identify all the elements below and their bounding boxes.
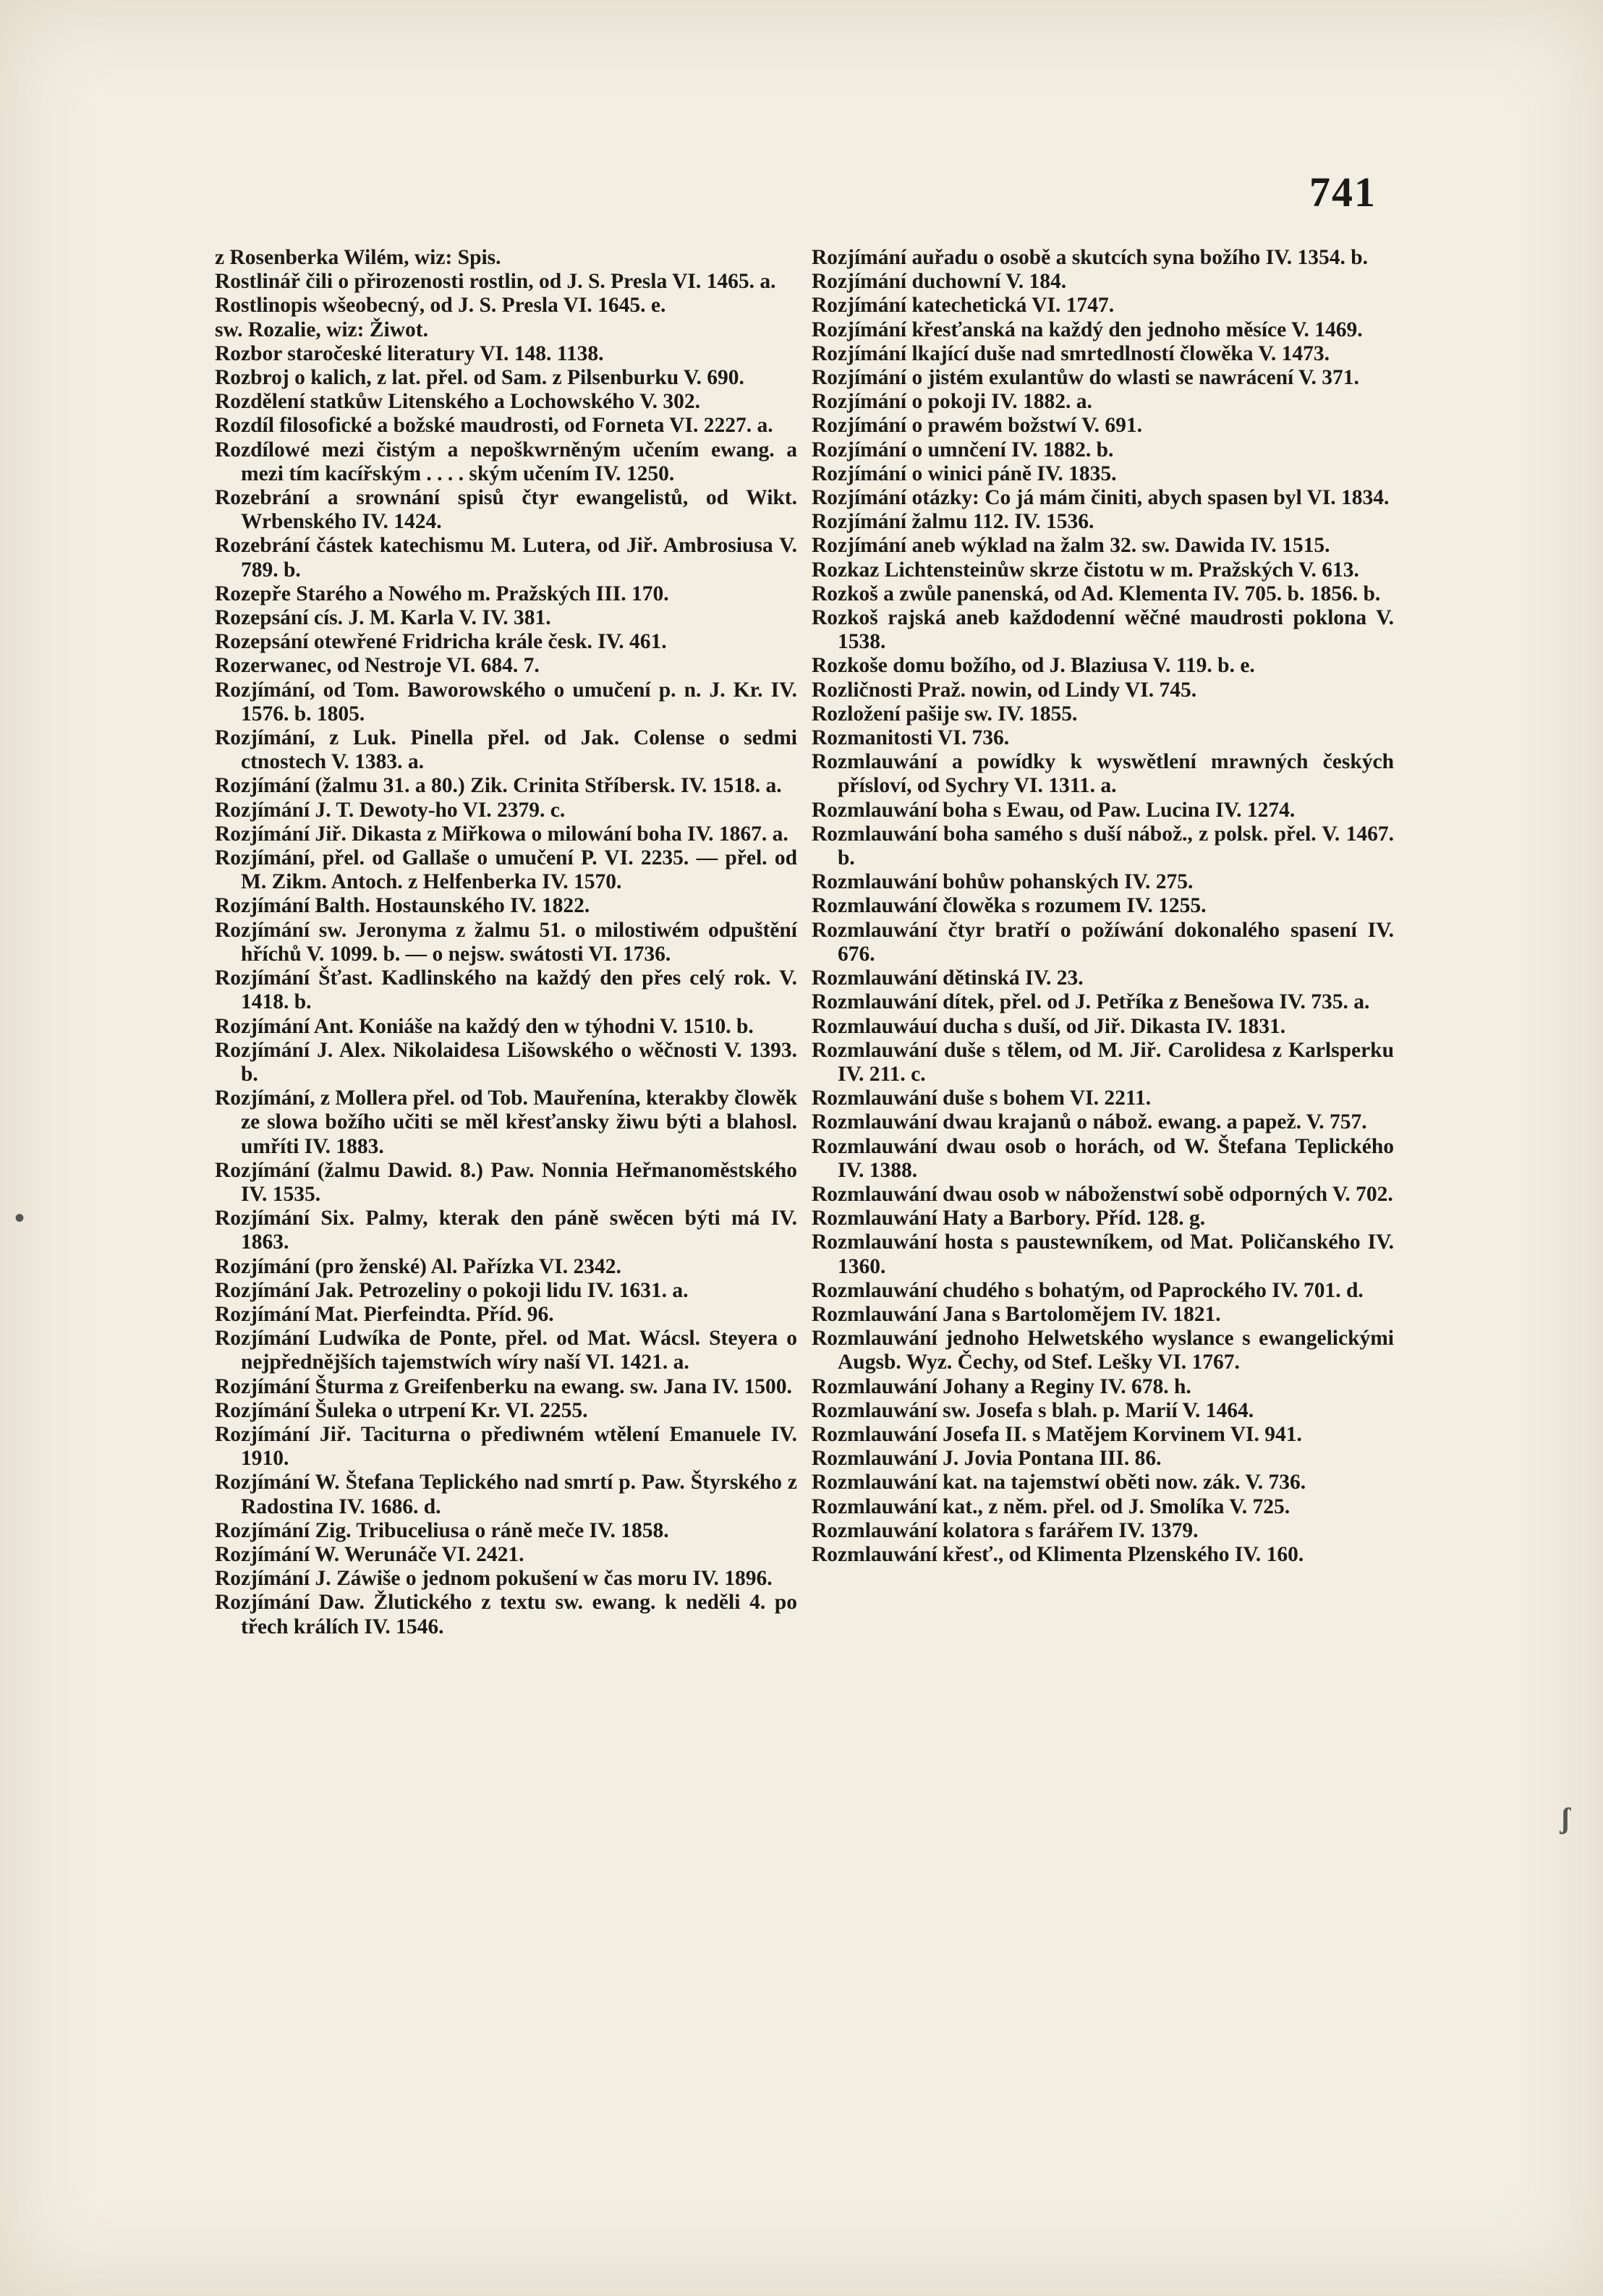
- index-entry: Rostlinopis wšeobecný, od J. S. Presla VI. 1645. e.: [215, 294, 666, 318]
- index-entry: Rozmlauwání duše s bohem VI. 2211.: [812, 1087, 1152, 1110]
- index-entry: Rozmlauwání sw. Josefa s blah. p. Marií V. 1464.: [812, 1398, 1254, 1422]
- index-entry: Rozjímání (žalmu Dawid. 8.) Paw. Nonnia Heřmanoměstského IV. 1535.: [215, 1158, 797, 1206]
- index-entry: Rozkaz Lichtensteinůw skrze čistotu w m. Pražských V. 613.: [812, 558, 1359, 582]
- index-entry: Rozmlauwání čtyr bratří o požíwání dokonalého spasení IV. 676.: [812, 918, 1394, 966]
- index-entry: Rozkoš a zwůle panenská, od Ad. Klementa IV. 705. b. 1856. b.: [812, 582, 1381, 605]
- index-entry: Rozmlauwání jednoho Helwetského wyslance s ewangelickými Augsb. Wyz. Čechy, od Stef. Lešky VI. 1767.: [812, 1327, 1394, 1374]
- index-entry: Rozjímání Jak. Petrozeliny o pokoji lidu IV. 1631. a.: [215, 1278, 689, 1302]
- index-entry: Rozmlauwáuí ducha s duší, od Jiř. Dikasta IV. 1831.: [812, 1014, 1286, 1038]
- index-entry: Rostlinář čili o přirozenosti rostlin, od J. S. Presla VI. 1465. a.: [215, 270, 776, 294]
- index-entry: Rozjímání (žalmu 31. a 80.) Zik. Crinita Stříbersk. IV. 1518. a.: [215, 774, 782, 798]
- index-entry: Rozložení pašije sw. IV. 1855.: [812, 702, 1078, 726]
- index-entry: Rozjímání Zig. Tribuceliusa o ráně meče IV. 1858.: [215, 1518, 669, 1542]
- index-entry: Rozjímání J. Alex. Nikolaidesa Lišowského o wěčnosti V. 1393. b.: [215, 1038, 797, 1086]
- index-entry: Rozjímání Šuleka o utrpení Kr. VI. 2255.: [215, 1398, 588, 1422]
- index-entry: Rozjímání křesťanská na každý den jednoho měsíce V. 1469.: [812, 318, 1363, 341]
- index-entry: Rozjímání Ludwíka de Ponte, přel. od Mat. Wácsl. Steyera o nejpřednějších tajemstwích wíry naší VI. 1421. a.: [215, 1327, 797, 1374]
- index-entry: Rozjímání aneb wýklad na žalm 32. sw. Dawida IV. 1515.: [812, 534, 1330, 558]
- index-entry: Rozjímání Mat. Pierfeindta. Příd. 96.: [215, 1302, 554, 1326]
- index-entry: Rozmlauwání dwau krajanů o nábož. ewang. a papež. V. 757.: [812, 1110, 1367, 1134]
- index-entry: Rozkoš rajská aneb každodenní wěčné maudrosti poklona V. 1538.: [812, 606, 1394, 654]
- index-entry: Rozmlauwání kat., z něm. přel. od J. Smolíka V. 725.: [812, 1494, 1291, 1518]
- index-entry: Rozjímání duchowní V. 184.: [812, 270, 1067, 294]
- index-entry: Rozmlauwání dwau osob w náboženstwí sobě odporných V. 702.: [812, 1182, 1393, 1206]
- index-entry: Rozjímání Šťast. Kadlinského na každý den přes celý rok. V. 1418. b.: [215, 966, 797, 1014]
- index-entry: Rozjímání, z Mollera přel. od Tob. Mauřenína, kterakby člowěk ze slowa božího učiti se měl křesťansky žiwu býti a blahosl. umříti IV. 1883.: [215, 1087, 797, 1158]
- index-entry: Rozjímání auřadu o osobě a skutcích syna božího IV. 1354. b.: [812, 246, 1369, 269]
- index-entry: Rozmlauwání dětinská IV. 23.: [812, 966, 1084, 990]
- index-entry: Rozmlauwání hosta s paustewníkem, od Mat. Poličanského IV. 1360.: [812, 1230, 1394, 1278]
- index-entry: Rozmlauwání boha s Ewau, od Paw. Lucina IV. 1274.: [812, 798, 1296, 822]
- index-entry: Rozkoše domu božího, od J. Blaziusa V. 119. b. e.: [812, 654, 1255, 678]
- index-entry: Rozjímání Jiř. Dikasta z Miřkowa o milowání boha IV. 1867. a.: [215, 822, 788, 846]
- index-entry: Rozjímání žalmu 112. IV. 1536.: [812, 510, 1094, 534]
- index-entry: Rozmlauwání dwau osob o horách, od W. Štefana Teplického IV. 1388.: [812, 1134, 1394, 1182]
- index-entry: Rozmlauwání duše s tělem, od M. Jiř. Carolidesa z Karlsperku IV. 211. c.: [812, 1038, 1394, 1086]
- index-entry: Rozmanitosti VI. 736.: [812, 726, 1010, 750]
- index-entry: Rozbroj o kalich, z lat. přel. od Sam. z Pilsenburku V. 690.: [215, 366, 744, 390]
- index-entry: Rozebrání částek katechismu M. Lutera, od Jiř. Ambrosiusa V. 789. b.: [215, 534, 797, 582]
- index-entry: Rozdílowé mezi čistým a nepoškwrněným učením ewang. a mezi tím kacířským . . . . ským učením IV. 1250.: [215, 438, 797, 485]
- index-entry: Rozdíl filosofické a božské maudrosti, od Forneta VI. 2227. a.: [215, 414, 773, 438]
- index-entry: Rozmlauwání kat. na tajemstwí oběti now. zák. V. 736.: [812, 1471, 1306, 1494]
- index-entry: Rozmlauwání boha samého s duší nábož., z polsk. přel. V. 1467. b.: [812, 822, 1394, 870]
- index-entry: Rozepsání cís. J. M. Karla V. IV. 381.: [215, 606, 551, 630]
- index-entry: Rozjímání katechetická VI. 1747.: [812, 294, 1115, 318]
- index-entry: Rozmlauwání člowěka s rozumem IV. 1255.: [812, 894, 1207, 918]
- index-entry: Rozjímání o pokoji IV. 1882. a.: [812, 390, 1092, 414]
- index-entry: Rozerwanec, od Nestroje VI. 684. 7.: [215, 654, 540, 678]
- index-entry: Rozjímání otázky: Co já mám činiti, abych spasen byl VI. 1834.: [812, 486, 1390, 510]
- index-entry: Rozmlauwání dítek, přel. od J. Petříka z Benešowa IV. 735. a.: [812, 990, 1370, 1014]
- right-column: [812, 246, 1394, 1567]
- index-entry: Rozmlauwání Haty a Barbory. Příd. 128. g.: [812, 1207, 1206, 1230]
- index-entry: Rozjímání Ant. Koniáše na každý den w týhodni V. 1510. b.: [215, 1014, 754, 1038]
- index-entry: Rozjímání o winici páně IV. 1835.: [812, 462, 1117, 485]
- index-entry: Rozjímání Šturma z Greifenberku na ewang. sw. Jana IV. 1500.: [215, 1374, 792, 1398]
- index-entry: Rozmlauwání kolatora s farářem IV. 1379.: [812, 1518, 1199, 1542]
- page-number: 741: [1309, 169, 1377, 216]
- index-entry: Rozjímání lkající duše nad smrtedlností člowěka V. 1473.: [812, 341, 1330, 365]
- index-entry: Rozdělení statkůw Litenského a Lochowského V. 302.: [215, 390, 700, 414]
- index-entry: z Rosenberka Wilém, wiz: Spis.: [215, 246, 501, 269]
- index-entry: Rozmlauwání a powídky k wyswětlení mrawných českých přísloví, od Sychry VI. 1311. a.: [812, 750, 1394, 798]
- index-entry: Rozjímání W. Werunáče VI. 2421.: [215, 1542, 524, 1566]
- margin-mark-icon: ʃ: [1561, 1802, 1570, 1834]
- index-entry: Rozbor staročeské literatury VI. 148. 1138.: [215, 341, 604, 365]
- index-entry: Rozjímání o umnčení IV. 1882. b.: [812, 438, 1114, 462]
- index-entry: Rozjímání sw. Jeronyma z žalmu 51. o milostiwém odpuštění hříchů V. 1099. b. — o nejsw. swátosti VI. 1736.: [215, 918, 797, 966]
- index-entry: Rozjímání, od Tom. Baworowského o umučení p. n. J. Kr. IV. 1576. b. 1805.: [215, 678, 797, 726]
- index-entry: Rozjímání, z Luk. Pinella přel. od Jak. Colense o sedmi ctnostech V. 1383. a.: [215, 726, 797, 774]
- index-entry: Rozjímání (pro ženské) Al. Pařízka VI. 2342.: [215, 1254, 621, 1278]
- index-entry: Rozepře Starého a Nowého m. Pražských III. 170.: [215, 582, 669, 605]
- index-entry: Rozličnosti Praž. nowin, od Lindy VI. 745.: [812, 678, 1197, 702]
- index-entry: Rozmlauwání bohůw pohanských IV. 275.: [812, 870, 1194, 894]
- index-entry: Rozepsání otewřené Fridricha krále česk. IV. 461.: [215, 630, 667, 654]
- index-entry: Rozmlauwání Josefa II. s Matějem Korvinem VI. 941.: [812, 1422, 1302, 1446]
- index-entry: Rozjímání J. T. Dewoty-ho VI. 2379. c.: [215, 798, 566, 822]
- left-column: [215, 246, 797, 1639]
- index-entry: Rozebrání a srownání spisů čtyr ewangelistů, od Wikt. Wrbenského IV. 1424.: [215, 486, 797, 534]
- index-entry: Rozjímání Six. Palmy, kterak den páně swěcen býti má IV. 1863.: [215, 1207, 797, 1254]
- index-entry: Rozmlauwání Johany a Reginy IV. 678. h.: [812, 1374, 1191, 1398]
- index-entry: Rozjímání Daw. Žlutického z textu sw. ewang. k neděli 4. po třech králích IV. 1546.: [215, 1591, 797, 1638]
- margin-mark-icon: •: [14, 1202, 25, 1234]
- index-entry: Rozjímání Balth. Hostaunského IV. 1822.: [215, 894, 590, 918]
- index-entry: Rozjímání o prawém božstwí V. 691.: [812, 414, 1142, 438]
- index-entry: Rozmlauwání chudého s bohatým, od Paprockého IV. 701. d.: [812, 1278, 1364, 1302]
- index-entry: Rozjímání J. Záwiše o jednom pokušení w čas moru IV. 1896.: [215, 1567, 773, 1591]
- index-entry: Rozjímání, přel. od Gallaše o umučení P. VI. 2235. — přel. od M. Zikm. Antoch. z Helfenberka IV. 1570.: [215, 846, 797, 894]
- index-entry: sw. Rozalie, wiz: Žiwot.: [215, 318, 428, 341]
- index-entry: Rozmlauwání J. Jovia Pontana III. 86.: [812, 1447, 1162, 1471]
- index-entry: Rozjímání W. Štefana Teplického nad smrtí p. Paw. Štyrského z Radostina IV. 1686. d.: [215, 1471, 797, 1518]
- index-entry: Rozjímání o jistém exulantůw do wlasti se nawrácení V. 371.: [812, 366, 1359, 390]
- index-entry: Rozmlauwání Jana s Bartolomějem IV. 1821.: [812, 1302, 1221, 1326]
- index-entry: Rozjímání Jiř. Taciturna o přediwném wtělení Emanuele IV. 1910.: [215, 1422, 797, 1471]
- index-entry: Rozmlauwání křesť., od Klimenta Plzenského IV. 160.: [812, 1542, 1304, 1566]
